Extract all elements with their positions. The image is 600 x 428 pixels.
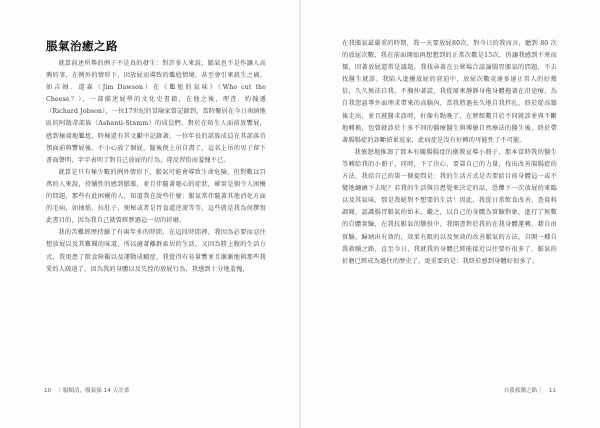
running-header: 自我救贖之路｜ (503, 388, 543, 394)
right-page-body (342, 38, 557, 268)
left-page-body (46, 58, 266, 276)
paragraph: 我憤怒地推卸了那本有關腸腸症的衛教宣導小冊子，那本當時我的醫生等轉給我的小冊子，同時，下了決心，要靠自己的力量，找出改善腸腸症的方法，我給自己的第一個提問是：我的生活方式是否要給目前身體這一或不變地纏繞下去呢？若我的生活與自患覺來決定的話，恐懼下一次放屁的來臨以及其氣味，那是我絕對不想要的生活！因此，我從日常飲食改善，查資料調閱，認識腸胃脹氣的始末，繼之，以自己的身體為實驗對象，進行了無數的自體實驗，在我抗脹氣的戰役中，我開書對於我的在我身體運轉，藉自由實驗，歸納出有效的，效果有限的以及無效的改善脹氣的方法，自開一種自我救贖之路，直至今日，我就我的身體已經能接近以往要好很多了，脹氣的折磨已經成為過往的歷史了，更重要的是：我終於感到身體好很多了， (342, 148, 557, 265)
running-header: ｜腸順清，腹氣保 14 天計畫 (57, 388, 130, 394)
paragraph: 就算是只有極少數的例外情形下，脹氣可能會導致生命危險，但對數以百萬的人來說，持續性的感到脹脹，並且伴隨著噁心的症狀，確實是個令人困擾的問題，那些有此困擾的人，知道我在說些什麼：脹氣常伴隨著其他消化方面的毛病，如抽筋、拉肚子、便秘或者是胃食道逆流等等，這些就是我為何撰寫此書目的，因為我自己就曾經歷過這一切的折磨。 (46, 168, 266, 225)
left-page-footer (38, 386, 129, 394)
paragraph: 我的苦難經歷持續了有兩年多的時間，在這段時間裡，我因為必要而忍住想放屁以及其難聞的味道，所以適著離群索居的生活，又因為勝上腹的生活方式，我更患了飲食障礙以及運動成癮症，我覺得有易量響並且漸漸地與那些我愛的人疏遠了，因為我的身體以及失控的放屁行為，我感到十分地羞愧， (46, 229, 266, 273)
right-page-footer (504, 386, 562, 394)
paragraph: 在我脹氣最嚴重的時期，我一天要放屁80次，對今日的我而言，聽到 80 次的放屁次數，我在前面開始再想想到的正常次數是15次，仍讓我感到不寒而慄，因著放屁還常是議題，我找尋著在公眾場合談論腸胃脹氣的問題，不去找醫生就診。我陷入進擾放屁的窘迫中，放屁次數竟達多達正常人的好幾倍，久久無法自我，不胸仲著謊，我從原來靜靜身拖身體拖著在沿途療，為自我怨惡專外面理求帶來的高腦內，當我將過長久地自我拌扎，終於從高牆後走出，並且就醫求診時，好像有點晚了，在歷經數月於不同就診並與不斷地轉換，包曾就診於十多不同的醫療醫生與博敏自然療法的醫生後，終於帶著腸腸症的診斷結果返家，此病症是沒有好轉的可能性了不可能。 (342, 40, 557, 144)
page-number: 11 (548, 388, 556, 394)
chapter-title: 脹氣治癒之路 (46, 39, 118, 53)
paragraph: 就算前述所舉的例子不是真的發生：對許多人來說，脹氣也不是作讓人高興的事，在例外的情形下，因放屁而導致的尷尬情境，甚至會引來殺生之禍。如吉姆．道森（Jim Dawson）在《尷尬的氣味》（Who cut the Cheese？），一部描述屁學的文化史書籍，在他之後，理查．約翰遜（Richard Jobson），一位17世紀的冒險家曾記錄到，當時聚居在今日南納地區的阿散蒂部族（Ashanti-Stamm）的成員們，對於在陌生人面前放響屁，感到極端地尷尬，時極還有其文獻中記錄著，一位年長的部族成員在其部落首領面前與響屁後，不小心放了個屁，隨後便上吊自盡了，這名上吊的男子留下書面聲明，字字表明了對自己放屁的行為，違反習俗而羞愧不已。 (46, 60, 266, 164)
page-number: 10 (44, 388, 52, 394)
